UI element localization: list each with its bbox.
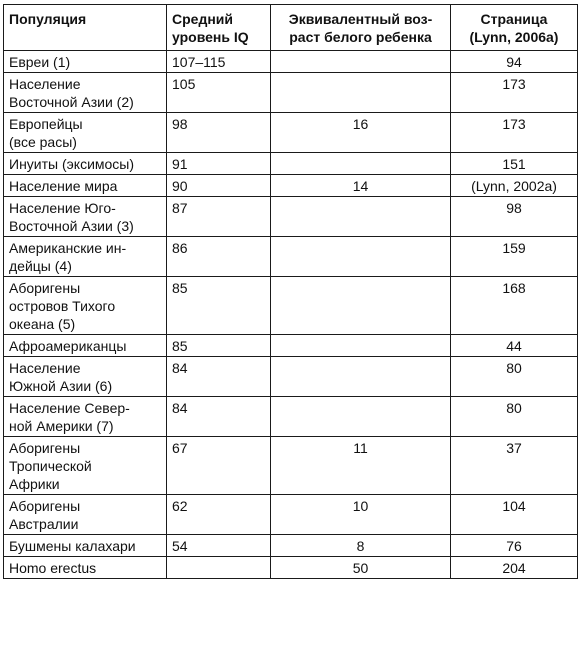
cell-iq [167,557,271,579]
cell-iq: 62 [167,495,271,535]
cell-page: 173 [451,73,578,113]
cell-iq: 84 [167,357,271,397]
cell-iq: 86 [167,237,271,277]
cell-page: 204 [451,557,578,579]
cell-population: Аборигены островов Тихого океана (5) [4,277,167,335]
cell-population: Население мира [4,175,167,197]
cell-page: 168 [451,277,578,335]
cell-page: 80 [451,357,578,397]
table-row [4,175,578,197]
cell-iq: 90 [167,175,271,197]
cell-page: 94 [451,51,578,73]
table-row [4,113,578,153]
cell-age [271,73,451,113]
cell-population: Население Север- ной Америки (7) [4,397,167,437]
table-row [4,335,578,357]
header-page: Страница (Lynn, 2006a) [451,5,578,51]
cell-page: 80 [451,397,578,437]
cell-iq: 85 [167,277,271,335]
cell-age [271,335,451,357]
table-header-row [4,5,578,51]
header-age: Эквивалентный воз- раст белого ребенка [271,5,451,51]
cell-age: 50 [271,557,451,579]
cell-age: 16 [271,113,451,153]
table-row [4,51,578,73]
header-population: Популяция [4,5,167,51]
cell-population: Homo erectus [4,557,167,579]
header-iq: Средний уровень IQ [167,5,271,51]
cell-iq: 67 [167,437,271,495]
cell-age [271,51,451,73]
cell-iq: 98 [167,113,271,153]
cell-population: Евреи (1) [4,51,167,73]
cell-iq: 87 [167,197,271,237]
table-row [4,535,578,557]
table-row [4,73,578,113]
cell-age: 11 [271,437,451,495]
cell-page: 104 [451,495,578,535]
table-row [4,277,578,335]
cell-page: 98 [451,197,578,237]
cell-population: Американские ин- дейцы (4) [4,237,167,277]
cell-population: Бушмены калахари [4,535,167,557]
cell-population: Европейцы (все расы) [4,113,167,153]
table-row [4,437,578,495]
cell-age [271,153,451,175]
table-row [4,237,578,277]
cell-page: 151 [451,153,578,175]
cell-age [271,197,451,237]
cell-population: Инуиты (эксимосы) [4,153,167,175]
table-row [4,557,578,579]
iq-population-table [3,4,578,579]
cell-population: Аборигены Тропической Африки [4,437,167,495]
table-row [4,153,578,175]
cell-iq: 91 [167,153,271,175]
table-row [4,197,578,237]
cell-iq: 105 [167,73,271,113]
cell-population: Аборигены Австралии [4,495,167,535]
cell-iq: 107–115 [167,51,271,73]
table-body [4,51,578,579]
cell-iq: 84 [167,397,271,437]
cell-age [271,357,451,397]
cell-population: Население Восточной Азии (2) [4,73,167,113]
cell-age: 10 [271,495,451,535]
cell-population: Население Юго- Восточной Азии (3) [4,197,167,237]
cell-page: 173 [451,113,578,153]
cell-age: 14 [271,175,451,197]
cell-iq: 54 [167,535,271,557]
table-row [4,397,578,437]
cell-age [271,397,451,437]
cell-population: Афроамериканцы [4,335,167,357]
cell-population: Население Южной Азии (6) [4,357,167,397]
cell-age [271,277,451,335]
cell-iq: 85 [167,335,271,357]
table-row [4,495,578,535]
table-row [4,357,578,397]
cell-page: 44 [451,335,578,357]
cell-age: 8 [271,535,451,557]
cell-page: 37 [451,437,578,495]
cell-page: 159 [451,237,578,277]
cell-page: (Lynn, 2002a) [451,175,578,197]
cell-page: 76 [451,535,578,557]
cell-age [271,237,451,277]
